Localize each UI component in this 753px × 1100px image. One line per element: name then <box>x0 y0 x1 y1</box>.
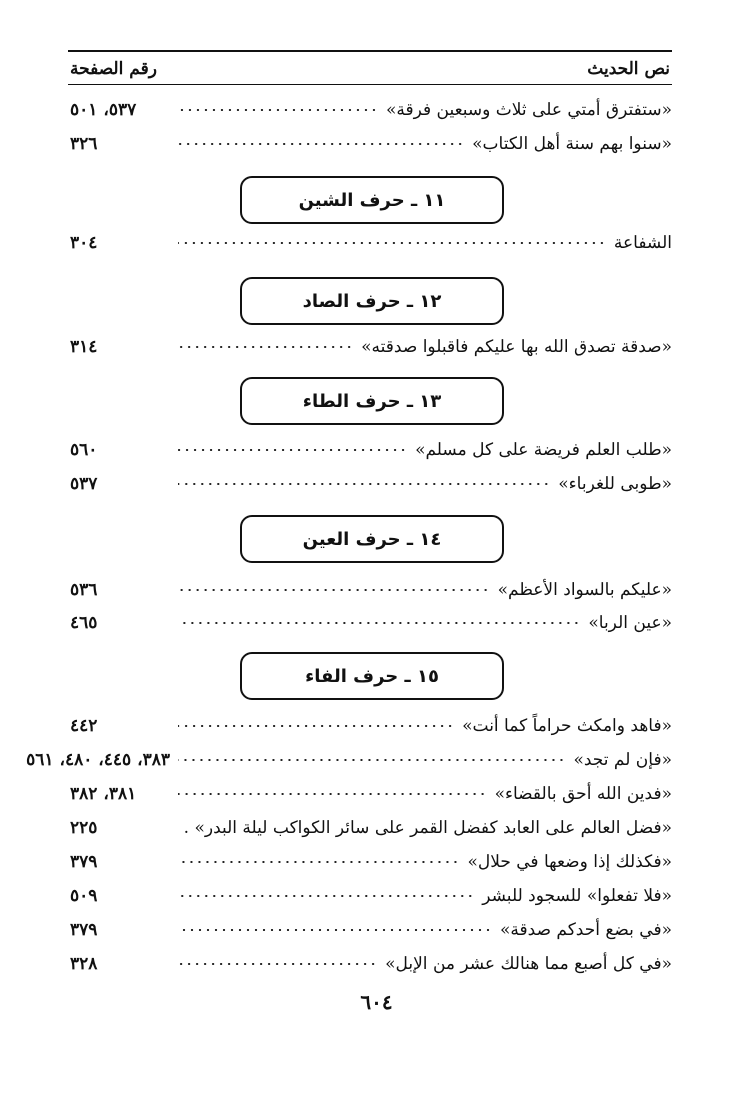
index-entry <box>70 130 672 158</box>
page-reference: ٥٠٩ <box>70 886 98 906</box>
index-entry <box>26 746 672 774</box>
page-reference: ٣١٤ <box>70 337 98 357</box>
dot-leader <box>178 622 580 624</box>
dot-leader <box>178 759 565 761</box>
index-entry <box>70 96 672 124</box>
dot-leader <box>178 483 550 485</box>
hadith-text: «فإن لم تجد» <box>573 750 672 770</box>
page-reference: ٣٢٦ <box>70 134 98 154</box>
section-heading-box: ١٥ ـ حرف الفاء <box>240 652 504 700</box>
hadith-text: «عين الربا» <box>588 613 672 633</box>
index-entry <box>70 950 672 978</box>
dot-leader <box>178 793 487 795</box>
index-entry <box>70 814 672 842</box>
index-entry <box>70 916 672 944</box>
hadith-text: «ستفترق أمتي على ثلاث وسبعين فرقة» <box>385 100 672 120</box>
dot-leader <box>178 242 606 244</box>
dot-leader <box>178 449 407 451</box>
page-number-footer: ٦٠٤ <box>360 990 393 1014</box>
hadith-text: «في كل أصبع مما هنالك عشر من الإبل» <box>385 954 672 974</box>
page-reference: ٣٧٩ <box>70 920 98 940</box>
dot-leader <box>178 143 464 145</box>
page-number-column-header: رقم الصفحة <box>70 59 157 79</box>
index-entry <box>70 712 672 740</box>
section-heading-box: ١٢ ـ حرف الصاد <box>240 277 504 325</box>
index-entry <box>70 470 672 498</box>
page-reference: ٤٤٢ <box>70 716 98 736</box>
index-entry <box>70 576 672 604</box>
hadith-text: «سنوا بهم سنة أهل الكتاب» <box>472 134 672 154</box>
index-entry <box>70 436 672 464</box>
dot-leader <box>178 346 353 348</box>
dot-leader <box>178 929 492 931</box>
section-heading-box: ١١ ـ حرف الشين <box>240 176 504 224</box>
hadith-text: الشفاعة <box>613 233 672 253</box>
section-heading-box: ١٤ ـ حرف العين <box>240 515 504 563</box>
index-entry <box>70 780 672 808</box>
index-entry <box>70 229 672 257</box>
page-reference: ٥٣٧ <box>70 474 98 494</box>
page-reference: ٣٨١، ٣٨٢ <box>70 784 137 804</box>
hadith-text: «فدين الله أحق بالقضاء» <box>494 784 672 804</box>
dot-leader <box>178 895 474 897</box>
hadith-text: «فلا تفعلوا» للسجود للبشر <box>482 886 672 906</box>
hadith-text: «طلب العلم فريضة على كل مسلم» <box>415 440 672 460</box>
page-reference: ٣٨٣، ٤٤٥، ٤٨٠، ٥٦١ <box>26 750 170 770</box>
page-reference: ٣٠٤ <box>70 233 98 253</box>
dot-leader <box>178 589 490 591</box>
index-entry <box>70 609 672 637</box>
hadith-text: «طوبى للغرباء» <box>558 474 672 494</box>
page-reference: ٣٢٨ <box>70 954 98 974</box>
hadith-text-column-header: نص الحديث <box>587 59 670 79</box>
page-reference: ٥٣٧، ٥٠١ <box>70 100 137 120</box>
dot-leader <box>178 109 378 111</box>
page-reference: ٥٦٠ <box>70 440 98 460</box>
dot-leader <box>178 963 377 965</box>
page-reference: ٣٧٩ <box>70 852 98 872</box>
hadith-text: «صدقة تصدق الله بها عليكم فاقبلوا صدقته» <box>361 337 672 357</box>
page-reference: ٤٦٥ <box>70 613 98 633</box>
hadith-text: «فاهد وامكث حراماً كما أنت» <box>462 716 672 736</box>
page-reference: ٥٣٦ <box>70 580 98 600</box>
hadith-text: «فكذلك إذا وضعها في حلال» <box>467 852 672 872</box>
index-entry <box>70 882 672 910</box>
index-entry <box>70 333 672 361</box>
dot-leader <box>178 725 454 727</box>
hadith-text: «في بضع أحدكم صدقة» <box>500 920 672 940</box>
dot-leader <box>178 861 459 863</box>
hadith-text: «فضل العالم على العابد كفضل القمر على سائر الكواكب ليلة البدر» . <box>183 818 672 838</box>
page-reference: ٢٢٥ <box>70 818 98 838</box>
section-heading-box: ١٣ ـ حرف الطاء <box>240 377 504 425</box>
hadith-text: «عليكم بالسواد الأعظم» <box>497 580 672 600</box>
index-entry <box>70 848 672 876</box>
